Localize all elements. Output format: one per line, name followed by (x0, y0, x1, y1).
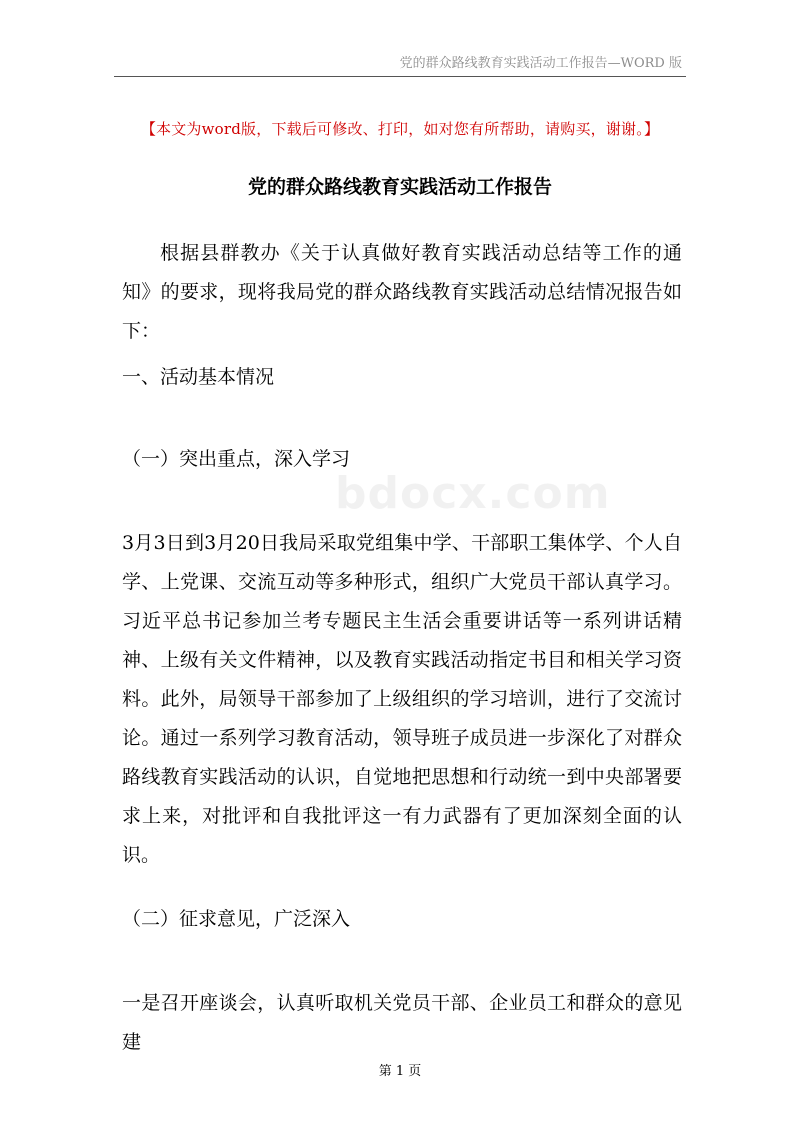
section-heading: 一、活动基本情况 (122, 366, 275, 388)
document-title: 党的群众路线教育实践活动工作报告 (247, 176, 552, 198)
watermark: bdocx.com (335, 468, 611, 519)
page-number: 第 1 页 (378, 1064, 422, 1079)
subsection-heading-2: （二）征求意见，广泛深入 (122, 908, 351, 930)
header-divider (114, 76, 686, 77)
subsection-body-2: 一是召开座谈会，认真听取机关党员干部、企业员工和群众的意见建 (122, 992, 682, 1053)
intro-paragraph: 根据县群教办《关于认真做好教育实践活动总结等工作的通知》的要求，现将我局党的群众路线教育实践活动总结情况报告如下： (122, 242, 682, 342)
subsection-body-1: 3月3日到3月20日我局采取党组集中学、干部职工集体学、个人自学、上党课、交流互动等多种形式，组织广大党员干部认真学习。习近平总书记参加兰考专题民主生活会重要讲话等一系列讲话精神、上级有关文件精神，以及教育实践活动指定书目和相关学习资料。此外，局领导干部参加了上级组织的学习培训，进行了交流讨论。通过一系列学习教育活动，领导班子成员进一步深化了对群众路线教育实践活动的认识，自觉地把思想和行动统一到中央部署要求上来，对批评和自我批评这一有力武器有了更加深刻全面的认识。 (122, 532, 682, 866)
subsection-heading-1: （一）突出重点，深入学习 (122, 448, 351, 470)
download-notice: 【本文为word版，下载后可修改、打印，如对您有所帮助，请购买，谢谢。】 (140, 120, 660, 138)
running-header: 党的群众路线教育实践活动工作报告—WORD 版 (399, 56, 682, 71)
